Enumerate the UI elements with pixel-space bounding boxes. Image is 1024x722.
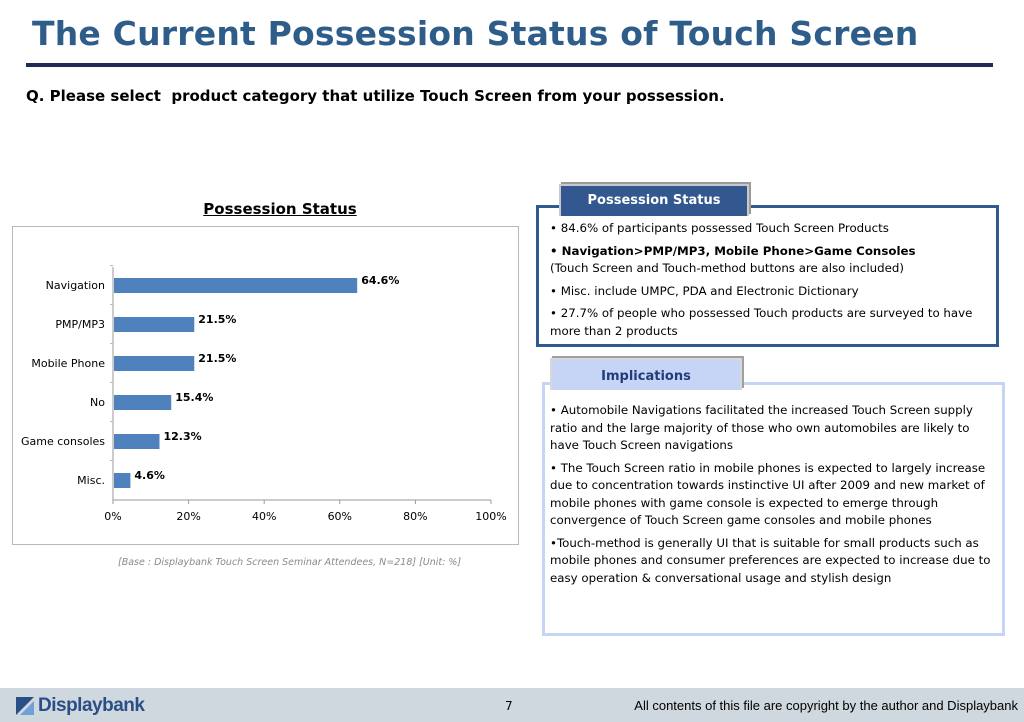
possession-status-bullets — [550, 220, 990, 345]
slide-title: The Current Possession Status of Touch Screen — [32, 14, 919, 53]
status-bullet-1: • 84.6% of participants possessed Touch Screen Products — [550, 221, 889, 235]
possession-bar-chart — [13, 227, 518, 544]
x-tick-label: 80% — [403, 510, 428, 523]
bar-5 — [114, 473, 130, 488]
page-number: 7 — [505, 699, 513, 713]
survey-question: Q. Please select product category that utilize Touch Screen from your possession. — [26, 87, 725, 105]
implication-bullet-2: • The Touch Screen ratio in mobile phones is expected to largely increase due to concentration towards instinctive UI after 2009 and new market of mobile phones with game console is expected to emerge through convergence of Touch Screen game consoles and mobile phones — [550, 460, 986, 527]
bar-3 — [114, 395, 171, 410]
category-label: Mobile Phone — [31, 357, 105, 370]
chart-frame — [12, 226, 519, 545]
status-bullet-2 — [550, 243, 990, 278]
logo-text: Displaybank — [38, 695, 145, 716]
data-label: 64.6% — [361, 274, 400, 287]
bar-0 — [114, 278, 357, 293]
status-bullet-3: • Misc. include UMPC, PDA and Electronic Dictionary — [550, 283, 859, 298]
data-label: 15.4% — [175, 391, 214, 404]
implications-tab: Implications — [550, 358, 742, 390]
data-label: 12.3% — [163, 430, 202, 443]
category-label: Game consoles — [20, 435, 105, 448]
copyright-notice: All contents of this file are copyright by the author and Displaybank — [634, 698, 1018, 713]
category-label: Misc. — [77, 474, 105, 487]
data-label: 21.5% — [198, 313, 237, 326]
displaybank-logo-icon — [16, 697, 34, 715]
bar-4 — [114, 434, 159, 449]
category-label: Navigation — [45, 279, 105, 292]
status-bullet-2-note: (Touch Screen and Touch-method buttons are also included) — [550, 261, 904, 275]
status-bullet-4: • 27.7% of people who possessed Touch products are surveyed to have more than 2 products — [550, 306, 973, 338]
x-tick-label: 100% — [475, 510, 507, 523]
category-label: PMP/MP3 — [55, 318, 105, 331]
possession-status-tab: Possession Status — [559, 184, 749, 216]
chart-title: Possession Status — [203, 200, 357, 218]
x-tick-label: 0% — [104, 510, 122, 523]
implications-bullets — [550, 402, 993, 592]
displaybank-logo — [16, 695, 144, 717]
x-tick-label: 20% — [176, 510, 201, 523]
x-tick-label: 60% — [327, 510, 353, 523]
footer-bar — [0, 688, 1024, 722]
title-divider — [26, 63, 993, 67]
category-label: No — [90, 396, 105, 409]
x-tick-label: 40% — [251, 510, 277, 523]
bar-1 — [114, 317, 194, 332]
data-label: 21.5% — [198, 352, 237, 365]
data-label: 4.6% — [134, 469, 165, 482]
implication-bullet-3: •Touch-method is generally UI that is suitable for small products such as mobile phones and consumer preferences are expected to increase due to easy operation & conversational usage and stylish design — [550, 535, 991, 585]
bar-2 — [114, 356, 194, 371]
implication-bullet-1: • Automobile Navigations facilitated the increased Touch Screen supply ratio and the large majority of those who own automobiles are likely to have Touch Screen navigations — [550, 403, 973, 452]
status-bullet-2-heading: • Navigation>PMP/MP3, Mobile Phone>Game Consoles — [550, 243, 916, 258]
chart-source-note: [Base : Displaybank Touch Screen Seminar Attendees, N=218] [Unit: %] — [118, 557, 462, 568]
